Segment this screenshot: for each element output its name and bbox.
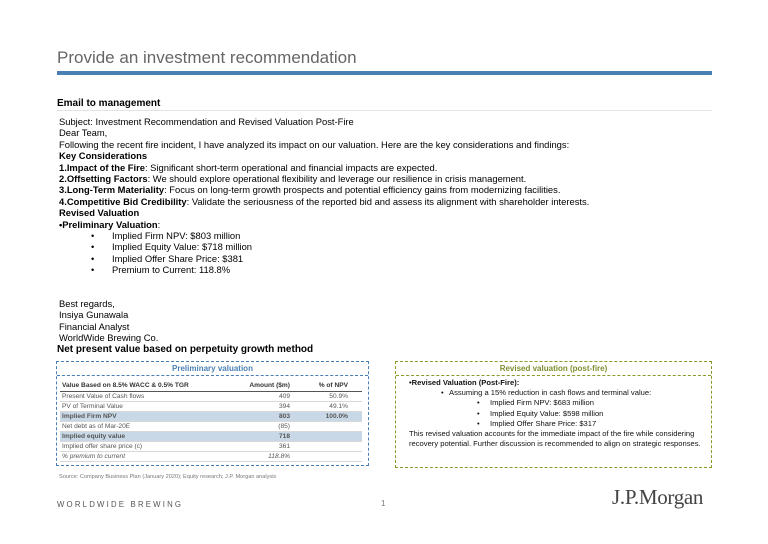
row-amount: 803 — [222, 411, 292, 421]
consideration-item — [59, 173, 709, 184]
table-header-row — [60, 381, 362, 391]
row-amount: 394 — [222, 401, 292, 411]
email-greeting: Dear Team, — [59, 127, 108, 139]
jpmorgan-logo: J.P.Morgan — [612, 485, 704, 509]
row-pct: 49.1% — [292, 401, 362, 411]
preliminary-valuation-title: Preliminary valuation — [172, 364, 253, 373]
row-pct: 100.0% — [292, 411, 362, 421]
table-row — [60, 451, 362, 461]
row-pct — [292, 431, 362, 441]
preliminary-valuation-label: •Preliminary Valuation — [59, 218, 158, 230]
row-label: PV of Terminal Value — [60, 401, 222, 411]
row-pct — [292, 441, 362, 451]
column-header: Value Based on 8.5% WACC & 0.5% TGR — [60, 381, 222, 391]
consideration-text: : Focus on long-term growth prospects and potential efficiency gains from modernizing facilities. — [164, 184, 561, 196]
row-pct: 50.9% — [292, 391, 362, 401]
list-item: • Assuming a 15% reduction in cash flows and terminal value: — [409, 388, 709, 398]
list-item: • Implied Firm NPV: $803 million — [91, 230, 709, 241]
row-amount: 718 — [222, 431, 292, 441]
preliminary-valuation-line — [59, 219, 709, 230]
consideration-label: 3.Long-Term Materiality — [59, 184, 165, 196]
source-note: Source: Company Business Plan (January 2020); Equity research; J.P. Morgan analysis — [59, 474, 277, 480]
company-footer: WORLDWIDE BREWING — [57, 500, 184, 509]
row-amount: 361 — [222, 441, 292, 451]
email-subject: Subject: Investment Recommendation and Revised Valuation Post-Fire — [59, 116, 354, 127]
consideration-item — [59, 196, 709, 207]
list-item: • Implied Offer Share Price: $317 — [409, 419, 709, 429]
list-item: • Implied Firm NPV: $683 million — [409, 398, 709, 408]
table-row — [60, 441, 362, 451]
sender-name: Insiya Gunawala — [59, 309, 129, 321]
consideration-label: 4.Competitive Bid Credibility — [59, 195, 187, 207]
revised-valuation-conclusion: This revised valuation accounts for the immediate impact of the fire while considering recovery potential. Further discussion is recommended to align on strategic responses. — [409, 429, 701, 449]
email-signoff: Best regards, — [59, 297, 115, 309]
email-section-heading: Email to management — [57, 98, 161, 109]
sender-company: WorldWide Brewing Co. — [59, 331, 159, 343]
revised-valuation-line — [409, 378, 709, 388]
npv-section-heading: Net present value based on perpetuity growth method — [57, 344, 314, 355]
revised-valuation-label: •Revised Valuation (Post-Fire) — [409, 378, 517, 387]
consideration-text: : Significant short-term operational and financial impacts are expected. — [144, 161, 438, 173]
row-amount: 118.8% — [222, 451, 292, 461]
row-amount: (85) — [222, 421, 292, 431]
row-pct — [292, 451, 362, 461]
consideration-text: : We should explore operational flexibility and leverage our resilience in crisis management. — [147, 173, 527, 185]
preliminary-valuation-panel — [56, 361, 369, 466]
email-intro: Following the recent fire incident, I have analyzed its impact on our valuation. Here are the key considerations and findings: — [59, 138, 570, 150]
row-label: Present Value of Cash flows — [60, 391, 222, 401]
page-number: 1 — [381, 499, 386, 508]
table-row — [60, 431, 362, 441]
row-label: % premium to current — [60, 451, 222, 461]
sender-role: Financial Analyst — [59, 320, 130, 332]
list-item: • Implied Offer Share Price: $381 — [91, 253, 709, 264]
table-row — [60, 391, 362, 401]
preliminary-valuation-list — [91, 230, 709, 276]
row-label: Implied offer share price (c) — [60, 441, 222, 451]
preliminary-valuation-table — [60, 381, 362, 462]
revised-valuation-heading: Revised Valuation — [59, 207, 140, 219]
revised-valuation-colon: : — [516, 378, 520, 387]
email-body — [59, 116, 709, 343]
row-label: Implied Firm NPV — [60, 411, 222, 421]
list-item: • Implied Equity Value: $718 million — [91, 241, 709, 252]
consideration-label: 1.Impact of the Fire — [59, 161, 145, 173]
title-divider — [57, 71, 712, 75]
list-item: • Implied Equity Value: $598 million — [409, 409, 709, 419]
revised-valuation-panel — [395, 361, 712, 468]
slide-title: Provide an investment recommendation — [57, 48, 357, 67]
email-section-divider — [57, 110, 712, 111]
table-row — [60, 421, 362, 431]
revised-valuation-title: Revised valuation (post-fire) — [499, 364, 608, 373]
revised-valuation-body — [409, 378, 709, 449]
table-row — [60, 401, 362, 411]
table-row — [60, 411, 362, 421]
row-amount: 409 — [222, 391, 292, 401]
row-pct — [292, 421, 362, 431]
preliminary-valuation-colon: : — [157, 218, 161, 230]
column-header: % of NPV — [292, 381, 362, 391]
list-item: • Premium to Current: 118.8% — [91, 264, 709, 275]
consideration-item — [59, 184, 709, 195]
column-header: Amount ($m) — [222, 381, 292, 391]
consideration-item — [59, 162, 709, 173]
consideration-label: 2.Offsetting Factors — [59, 173, 148, 185]
key-considerations-heading: Key Considerations — [59, 150, 148, 162]
consideration-text: : Validate the seriousness of the reported bid and assess its alignment with shareholder interests. — [186, 195, 590, 207]
row-label: Implied equity value — [60, 431, 222, 441]
row-label: Net debt as of Mar-20E — [60, 421, 222, 431]
